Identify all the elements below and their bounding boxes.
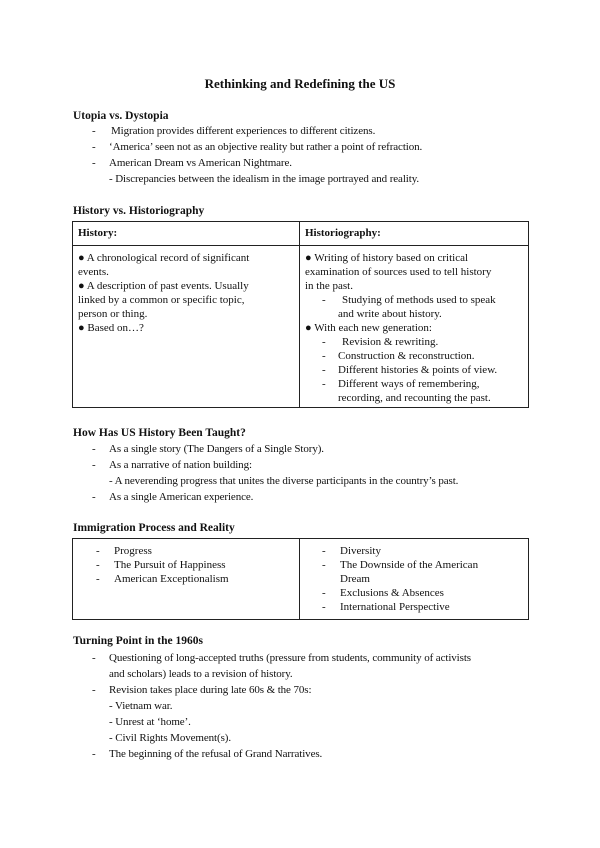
cell-line: International Perspective <box>340 601 450 613</box>
table-header-cell <box>300 222 529 246</box>
heading-utopia: Utopia vs. Dystopia <box>73 110 169 122</box>
dash: - <box>92 157 96 169</box>
col-historiography-head: Historiography: <box>305 227 381 239</box>
cell-line: ● Writing of history based on critical <box>305 252 469 264</box>
sub-item: - Discrepancies between the idealism in the image portrayed and reality. <box>109 173 420 185</box>
dash: - <box>322 294 326 306</box>
list-item-cont: and scholars) leads to a revision of history. <box>109 668 293 680</box>
cell-line: person or thing. <box>78 308 148 320</box>
heading-turning-point: Turning Point in the 1960s <box>73 635 203 647</box>
cell-line: American Exceptionalism <box>114 573 229 585</box>
dash: - <box>322 545 326 557</box>
cell-line: Construction & reconstruction. <box>338 350 475 362</box>
cell-line: ● A chronological record of significant <box>78 252 250 264</box>
immigration-table <box>72 538 529 620</box>
table-cell <box>73 539 300 620</box>
list-item: As a single story (The Dangers of a Single Story). <box>109 443 324 455</box>
sub-item: - Unrest at ‘home’. <box>109 716 191 728</box>
list-item: Revision takes place during late 60s & the 70s: <box>109 684 312 696</box>
list-item: American Dream vs American Nightmare. <box>109 157 292 169</box>
dash: - <box>322 601 326 613</box>
cell-line: The Downside of the American <box>340 559 479 571</box>
dash: - <box>96 573 100 585</box>
dash: - <box>96 545 100 557</box>
dash: - <box>92 141 96 153</box>
heading-history: History vs. Historiography <box>73 205 205 217</box>
page-title: Rethinking and Redefining the US <box>204 76 396 91</box>
cell-line: Revision & rewriting. <box>342 336 439 348</box>
table-header-cell <box>73 222 300 246</box>
dash: - <box>322 350 326 362</box>
dash: - <box>96 559 100 571</box>
cell-line: The Pursuit of Happiness <box>114 559 226 571</box>
history-table <box>72 221 529 408</box>
dash: - <box>92 459 96 471</box>
col-history-head: History: <box>78 227 118 239</box>
table-cell <box>73 246 300 408</box>
list-item: As a single American experience. <box>109 491 254 503</box>
cell-line: Different ways of remembering, <box>338 378 480 390</box>
table-cell <box>300 246 529 408</box>
cell-line: events. <box>78 266 109 278</box>
cell-line: recording, and recounting the past. <box>338 392 491 404</box>
cell-line: Studying of methods used to speak <box>342 294 496 306</box>
sub-item: - Vietnam war. <box>109 700 173 712</box>
list-item: The beginning of the refusal of Grand Narratives. <box>109 748 323 760</box>
cell-line: examination of sources used to tell history <box>305 266 492 278</box>
cell-line: Different histories & points of view. <box>338 364 498 376</box>
dash: - <box>92 491 96 503</box>
sub-item: - A neverending progress that unites the diverse participants in the country’s past. <box>109 475 459 487</box>
cell-line: in the past. <box>305 280 353 292</box>
dash: - <box>92 125 96 137</box>
heading-us-history-taught: How Has US History Been Taught? <box>73 427 246 439</box>
cell-line: Progress <box>114 545 152 557</box>
list-item: Questioning of long-accepted truths (pressure from students, community of activists <box>109 652 471 664</box>
cell-line: ● A description of past events. Usually <box>78 280 249 292</box>
list-item: As a narrative of nation building: <box>109 459 252 471</box>
dash: - <box>322 364 326 376</box>
cell-line: Dream <box>340 573 370 585</box>
list-item: ‘America’ seen not as an objective reality but rather a point of refraction. <box>109 141 423 153</box>
cell-line: Diversity <box>340 545 381 557</box>
dash: - <box>322 378 326 390</box>
cell-line: Exclusions & Absences <box>340 587 444 599</box>
cell-line: and write about history. <box>338 308 442 320</box>
dash: - <box>92 443 96 455</box>
dash: - <box>92 652 96 664</box>
dash: - <box>322 587 326 599</box>
table-cell <box>300 539 529 620</box>
dash: - <box>322 336 326 348</box>
dash: - <box>92 748 96 760</box>
dash: - <box>322 559 326 571</box>
cell-line: ● Based on…? <box>78 322 144 334</box>
heading-immigration: Immigration Process and Reality <box>73 522 235 534</box>
list-item: Migration provides different experiences to different citizens. <box>111 125 376 137</box>
cell-line: linked by a common or specific topic, <box>78 294 245 306</box>
cell-line: ● With each new generation: <box>305 322 432 334</box>
sub-item: - Civil Rights Movement(s). <box>109 732 231 744</box>
dash: - <box>92 684 96 696</box>
